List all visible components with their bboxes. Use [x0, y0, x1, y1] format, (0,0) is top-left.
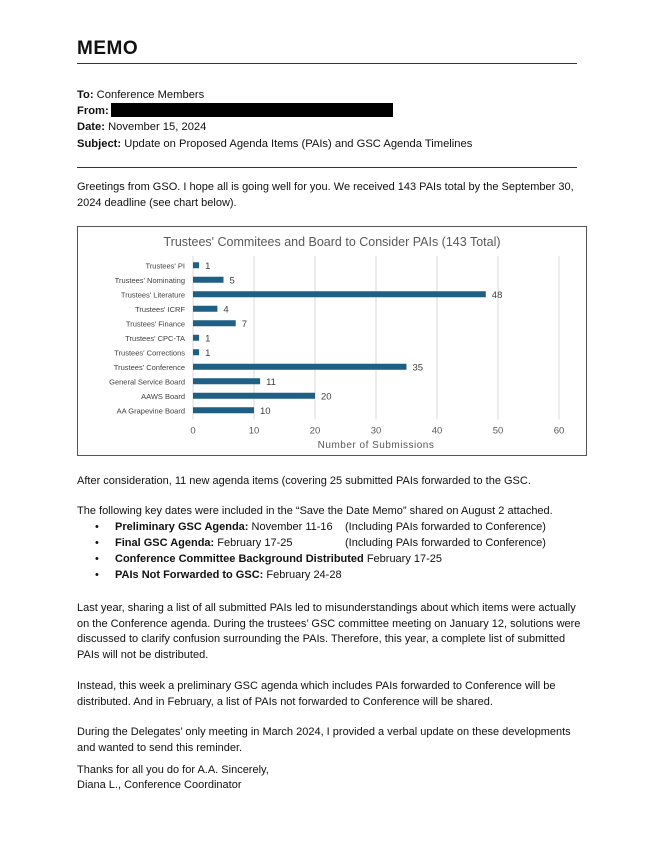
category-label: Trustees' Finance: [125, 319, 185, 329]
bar: [193, 407, 254, 413]
bullet-bold: Conference Committee Background Distributed: [115, 553, 364, 565]
pai-chart: [77, 226, 587, 456]
chart-category-labels: [109, 261, 185, 415]
x-tick-label: 60: [553, 425, 565, 437]
subject-line: [77, 136, 472, 152]
bullet-text: November 11-16: [248, 521, 333, 533]
category-label: Trustees' PI: [145, 261, 185, 271]
data-label: 5: [229, 275, 235, 287]
list-item: [77, 567, 587, 583]
category-label: Trustees' Corrections: [114, 348, 185, 358]
bar: [193, 291, 486, 297]
bullet-icon: •: [95, 521, 99, 533]
to-value: Conference Members: [93, 89, 205, 101]
data-label: 1: [205, 333, 211, 345]
bar: [193, 378, 260, 384]
memo-title: MEMO: [77, 38, 139, 59]
list-item: [77, 551, 587, 567]
header-divider-top: [77, 63, 577, 64]
list-item: [77, 519, 587, 535]
bar: [193, 262, 199, 268]
from-line: [77, 103, 393, 119]
bullet-text: February 17-25: [214, 537, 293, 549]
bar: [193, 393, 315, 399]
category-label: Trustees' Literature: [120, 290, 185, 300]
bullet-text: February 24-28: [263, 569, 342, 581]
chart-x-axis-label: Number of Submissions: [317, 440, 435, 451]
category-label: AA Grapevine Board: [116, 406, 185, 416]
x-tick-label: 10: [248, 425, 260, 437]
bullet-note: (Including PAIs forwarded to Conference): [345, 537, 546, 549]
bar: [193, 349, 199, 355]
bullet-bold: PAIs Not Forwarded to GSC:: [115, 569, 264, 581]
data-label: 1: [205, 260, 211, 272]
bar: [193, 335, 199, 341]
bar: [193, 364, 407, 370]
date-line: [77, 119, 206, 135]
bullet-icon: •: [95, 537, 99, 549]
list-item: [77, 535, 587, 551]
category-label: General Service Board: [109, 377, 185, 387]
x-tick-label: 30: [370, 425, 382, 437]
data-label: 4: [223, 304, 229, 316]
instead-paragraph: Instead, this week a preliminary GSC agenda which includes PAIs forwarded to Conference will be distributed. And in February, a list of PAIs not forwarded to Conference will be shared.: [77, 680, 556, 708]
from-label: From:: [77, 105, 109, 117]
chart-bars: [193, 262, 486, 413]
bar: [193, 306, 217, 312]
bullet-icon: •: [95, 569, 99, 581]
bullet-bold: Preliminary GSC Agenda:: [115, 521, 249, 533]
after-consideration-paragraph: After consideration, 11 new agenda items (covering 25 submitted PAIs forwarded to the GSC.: [77, 475, 531, 487]
chart-title: Trustees' Commitees and Board to Consider PAIs (143 Total): [163, 235, 501, 249]
data-label: 35: [412, 362, 424, 374]
data-label: 48: [491, 289, 503, 301]
category-label: Trustees' CPC-TA: [125, 333, 185, 343]
to-line: [77, 87, 204, 103]
header-divider-bottom: [77, 167, 577, 168]
x-tick-label: 20: [309, 425, 321, 437]
category-label: Trustees' Nominating: [114, 275, 185, 285]
bullet-note: (Including PAIs forwarded to Conference): [345, 521, 546, 533]
x-tick-label: 40: [431, 425, 443, 437]
bar: [193, 277, 224, 283]
chart-x-ticks: [190, 426, 564, 437]
x-tick-label: 0: [190, 425, 196, 437]
category-label: AAWS Board: [141, 391, 185, 401]
x-tick-label: 50: [492, 425, 504, 437]
delegates-paragraph: During the Delegates’ only meeting in March 2024, I provided a verbal update on these developments and wanted to send this reminder.: [77, 726, 571, 754]
signature-line: Diana L., Conference Coordinator: [77, 779, 242, 791]
subject-label: Subject:: [77, 138, 122, 150]
date-label: Date:: [77, 121, 105, 133]
data-label: 11: [266, 376, 276, 388]
key-dates-list: [77, 519, 587, 583]
key-dates-intro: The following key dates were included in the “Save the Date Memo” shared on August 2 attached.: [77, 505, 553, 517]
category-label: Trustees' ICRF: [135, 304, 185, 314]
subject-value: Update on Proposed Agenda Items (PAIs) and GSC Agenda Timelines: [121, 138, 473, 150]
data-label: 20: [321, 391, 332, 403]
chart-svg: [78, 227, 586, 455]
data-label: 1: [205, 347, 211, 359]
data-label: 7: [241, 318, 247, 330]
last-year-paragraph: Last year, sharing a list of all submitted PAIs led to misunderstandings about which items were actually on the Conference agenda. During the trustees’ GSC committee meeting on January 12, solutions were discussed to clarify confusion surrounding the PAIs. Therefore, this year, a complete list of submitted PAIs will not be distributed.: [77, 602, 581, 661]
bullet-icon: •: [95, 553, 99, 565]
bullet-text: February 17-25: [363, 553, 443, 565]
bullet-bold: Final GSC Agenda:: [115, 537, 215, 549]
bar: [193, 320, 236, 326]
data-label: 10: [260, 405, 271, 417]
redaction-bar: [111, 103, 393, 117]
thanks-line: Thanks for all you do for A.A. Sincerely,: [77, 764, 269, 776]
to-label: To:: [77, 89, 94, 101]
date-value: November 15, 2024: [104, 121, 207, 133]
category-label: Trustees' Conference: [113, 362, 185, 372]
greeting-paragraph: Greetings from GSO. I hope all is going well for you. We received 143 PAIs total by the September 30, 2024 deadline (see chart below).: [77, 181, 574, 209]
